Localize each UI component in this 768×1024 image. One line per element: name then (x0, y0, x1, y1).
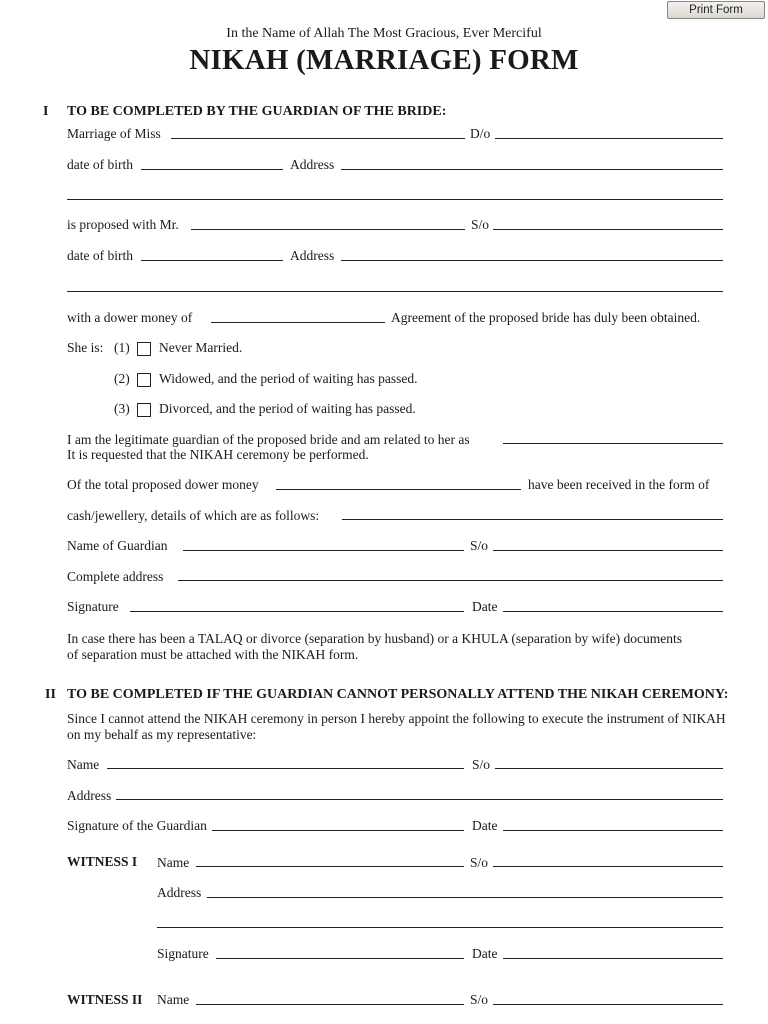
never-married-checkbox[interactable] (137, 342, 151, 356)
witness-2-father-field[interactable] (493, 1004, 723, 1005)
guardian-signature-label: Signature (67, 599, 119, 614)
groom-address-line2-field[interactable] (67, 291, 723, 292)
representative-name-label: Name (67, 757, 100, 772)
complete-address-label: Complete address (67, 569, 164, 584)
talaq-note-line2: of separation must be attached with the NIKAH form. (67, 647, 359, 662)
witness-1-signature-label: Signature (157, 946, 209, 961)
representative-father-field[interactable] (495, 768, 723, 769)
witness-2-name-label: Name (157, 992, 190, 1007)
dower-money-field[interactable] (211, 322, 385, 323)
guardian-name-label: Name of Guardian (67, 538, 168, 553)
signature-date-field[interactable] (503, 830, 723, 831)
groom-dob-field[interactable] (141, 260, 283, 261)
guardian-s-o-label: S/o (470, 538, 489, 553)
witness-1-name-field[interactable] (196, 866, 464, 867)
groom-address-field[interactable] (341, 260, 723, 261)
witness-1-address-line2-field[interactable] (157, 927, 723, 928)
signature-date-label: Date (472, 818, 498, 833)
legitimate-guardian-text: I am the legitimate guardian of the proposed bride and am related to her as (67, 432, 470, 447)
representative-address-field[interactable] (116, 799, 723, 800)
agreement-text: Agreement of the proposed bride has duly been obtained. (391, 310, 701, 325)
guardian-signature-field[interactable] (130, 611, 464, 612)
witness-2-label: WITNESS II (67, 992, 143, 1007)
groom-father-field[interactable] (493, 229, 723, 230)
proposed-with-label: is proposed with Mr. (67, 217, 179, 232)
witness-1-date-field[interactable] (503, 958, 723, 959)
groom-s-o-label: S/o (471, 217, 490, 232)
guardian-father-field[interactable] (493, 550, 723, 551)
relation-field[interactable] (503, 443, 723, 444)
option-1-number: (1) (114, 340, 130, 355)
bride-father-field[interactable] (495, 138, 723, 139)
dower-money-label: with a dower money of (67, 310, 193, 325)
bismillah-subtitle: In the Name of Allah The Most Gracious, Ever Merciful (226, 26, 542, 41)
witness-2-s-o-label: S/o (470, 992, 489, 1007)
guardian-date-label: Date (472, 599, 498, 614)
total-dower-label: Of the total proposed dower money (67, 477, 259, 492)
witness-1-father-field[interactable] (493, 866, 723, 867)
bride-name-field[interactable] (171, 138, 465, 139)
divorced-label: Divorced, and the period of waiting has passed. (159, 401, 416, 416)
witness-1-name-label: Name (157, 855, 190, 870)
form-title: NIKAH (MARRIAGE) FORM (189, 44, 579, 76)
option-3-number: (3) (114, 401, 130, 416)
guardian-name-field[interactable] (183, 550, 464, 551)
signature-of-guardian-label: Signature of the Guardian (67, 818, 207, 833)
groom-dob-label: date of birth (67, 248, 133, 263)
groom-address-label: Address (290, 248, 335, 263)
cash-jewellery-label: cash/jewellery, details of which are as follows: (67, 508, 320, 523)
ceremony-request-text: It is requested that the NIKAH ceremony be performed. (67, 447, 369, 462)
witness-1-signature-field[interactable] (216, 958, 464, 959)
option-2-number: (2) (114, 371, 130, 386)
never-married-label: Never Married. (159, 340, 243, 355)
divorced-checkbox[interactable] (137, 403, 151, 417)
witness-1-date-label: Date (472, 946, 498, 961)
bride-address-line2-field[interactable] (67, 199, 723, 200)
witness-1-address-label: Address (157, 885, 202, 900)
section-1-heading: TO BE COMPLETED BY THE GUARDIAN OF THE BRIDE: (67, 104, 447, 119)
marriage-of-miss-label: Marriage of Miss (67, 126, 161, 141)
witness-2-name-field[interactable] (196, 1004, 464, 1005)
bride-d-o-label: D/o (470, 126, 491, 141)
talaq-note-line1: In case there has been a TALAQ or divorce (separation by husband) or a KHULA (separation by wife) documents (67, 631, 682, 646)
witness-1-address-field[interactable] (207, 897, 723, 898)
section-1-numeral: I (43, 104, 49, 119)
witness-1-s-o-label: S/o (470, 855, 489, 870)
section-2-heading: TO BE COMPLETED IF THE GUARDIAN CANNOT PERSONALLY ATTEND THE NIKAH CEREMONY: (67, 687, 729, 702)
representative-intro-line1: Since I cannot attend the NIKAH ceremony in person I hereby appoint the following to execute the instrument of NIKAH (67, 711, 726, 726)
bride-address-field[interactable] (341, 169, 723, 170)
bride-dob-field[interactable] (141, 169, 283, 170)
witness-1-label: WITNESS I (67, 854, 138, 869)
groom-name-field[interactable] (191, 229, 465, 230)
guardian-date-field[interactable] (503, 611, 723, 612)
signature-of-guardian-field[interactable] (212, 830, 464, 831)
widowed-label: Widowed, and the period of waiting has passed. (159, 371, 418, 386)
bride-dob-label: date of birth (67, 157, 133, 172)
section-2-numeral: II (45, 687, 56, 702)
cash-jewellery-field[interactable] (342, 519, 723, 520)
representative-address-label: Address (67, 788, 112, 803)
complete-address-field[interactable] (178, 580, 723, 581)
dower-received-field[interactable] (276, 489, 521, 490)
bride-address-label: Address (290, 157, 335, 172)
representative-intro-line2: on my behalf as my representative: (67, 727, 257, 742)
she-is-label: She is: (67, 340, 104, 355)
representative-s-o-label: S/o (472, 757, 491, 772)
representative-name-field[interactable] (107, 768, 464, 769)
print-form-button[interactable]: Print Form (667, 1, 765, 19)
received-form-label: have been received in the form of (528, 477, 710, 492)
widowed-checkbox[interactable] (137, 373, 151, 387)
